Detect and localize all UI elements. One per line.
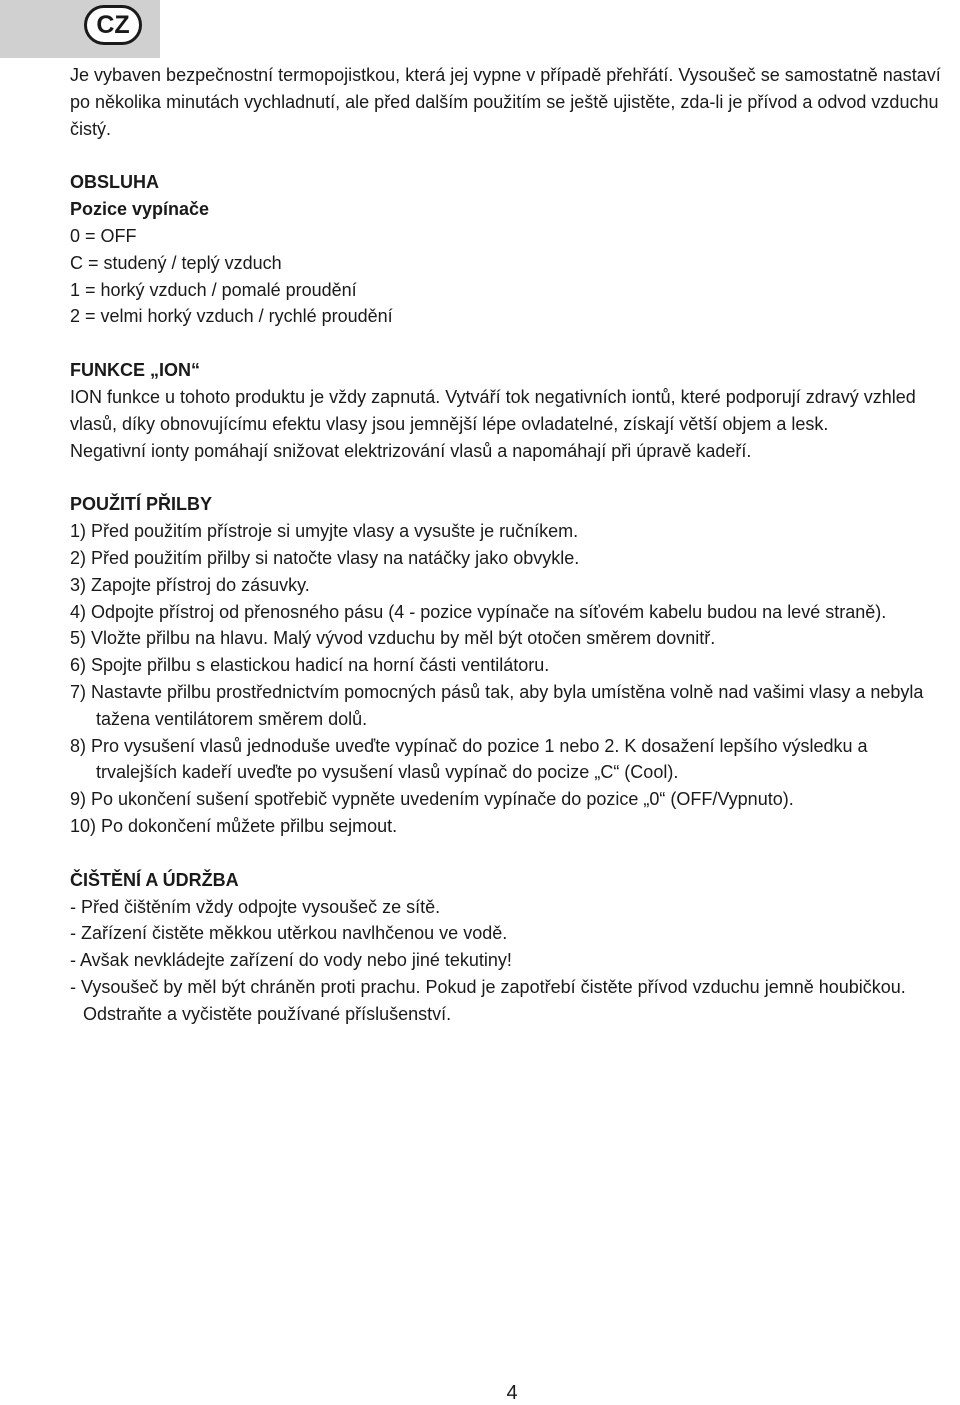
list-item: 9) Po ukončení sušení spotřebič vypněte uvedením vypínače do pozice „0“ (OFF/Vypnuto). xyxy=(70,789,794,810)
switch-position-line: 0 = OFF xyxy=(70,225,137,246)
section-obsluha xyxy=(70,169,950,330)
obsluha-subheading: Pozice vypínače xyxy=(70,199,210,220)
manual-content xyxy=(70,62,950,1028)
funkce-paragraph: ION funkce u tohoto produktu je vždy zapnutá. Vytváří tok negativních iontů, které podporují zdravý vzhled vlasů, díky obnovujícímu efektu vlasy jsou jemnější lépe ovladatelné, získají větší objem a lesk. xyxy=(70,386,916,434)
udrzba-heading: ČIŠTĚNÍ A ÚDRŽBA xyxy=(70,869,239,890)
prilba-heading: POUŽITÍ PŘILBY xyxy=(70,494,213,515)
language-tab xyxy=(0,0,160,58)
section-pouziti-prilby xyxy=(70,491,950,839)
list-item: 10) Po dokončení můžete přilbu sejmout. xyxy=(70,815,398,836)
list-item: 6) Spojte přilbu s elastickou hadicí na horní části ventilátoru. xyxy=(70,655,550,676)
switch-position-line: 1 = horký vzduch / pomalé proudění xyxy=(70,279,357,300)
list-item: - Avšak nevkládejte zařízení do vody nebo jiné tekutiny! xyxy=(70,950,512,971)
intro-paragraph: Je vybaven bezpečnostní termopojistkou, která jej vypne v případě přehřátí. Vysoušeč se samostatně nastaví po několika minutách vychladnutí, ale před dalším použitím se ještě ujistěte, zda-li je přívod a odvod vzduchu čistý. xyxy=(70,65,941,139)
list-item: - Před čištěním vždy odpojte vysoušeč ze sítě. xyxy=(70,896,441,917)
list-item: 5) Vložte přilbu na hlavu. Malý vývod vzduchu by měl být otočen směrem dovnitř. xyxy=(70,628,716,649)
funkce-heading: FUNKCE „ION“ xyxy=(70,360,200,381)
list-item: 1) Před použitím přístroje si umyjte vlasy a vysušte je ručníkem. xyxy=(70,521,579,542)
list-item: - Vysoušeč by měl být chráněn proti prachu. Pokud je zapotřebí čistěte přívod vzduchu jemně houbičkou. Odstraňte a vyčistěte používané příslušenství. xyxy=(70,976,906,1024)
list-item: 2) Před použitím přilby si natočte vlasy na natáčky jako obvykle. xyxy=(70,547,580,568)
switch-position-line: C = studený / teplý vzduch xyxy=(70,252,282,273)
list-item: 3) Zapojte přístroj do zásuvky. xyxy=(70,574,310,595)
list-item: 7) Nastavte přilbu prostřednictvím pomocných pásů tak, aby byla umístěna volně nad vašimi vlasy a nebyla tažena ventilátorem směrem dolů. xyxy=(70,681,924,729)
section-cisteni-udrzba xyxy=(70,867,950,1028)
page-number: 4 xyxy=(506,1382,518,1404)
obsluha-heading: OBSLUHA xyxy=(70,172,159,193)
funkce-paragraph: Negativní ionty pomáhají snižovat elektrizování vlasů a napomáhají při úpravě kadeří. xyxy=(70,440,752,461)
section-funkce-ion xyxy=(70,357,950,464)
list-item: 8) Pro vysušení vlasů jednoduše uveďte vypínač do pozice 1 nebo 2. K dosažení lepšího výsledku a trvalejších kadeří uveďte po vysušení vlasů vypínač do pocize „C“ (Cool). xyxy=(70,735,868,783)
list-item: - Zařízení čistěte měkkou utěrkou navlhčenou ve vodě. xyxy=(70,923,508,944)
list-item: 4) Odpojte přístroj od přenosného pásu (4 - pozice vypínače na síťovém kabelu budou na levé straně). xyxy=(70,601,887,622)
switch-position-line: 2 = velmi horký vzduch / rychlé proudění xyxy=(70,306,393,327)
language-badge: CZ xyxy=(84,5,142,45)
